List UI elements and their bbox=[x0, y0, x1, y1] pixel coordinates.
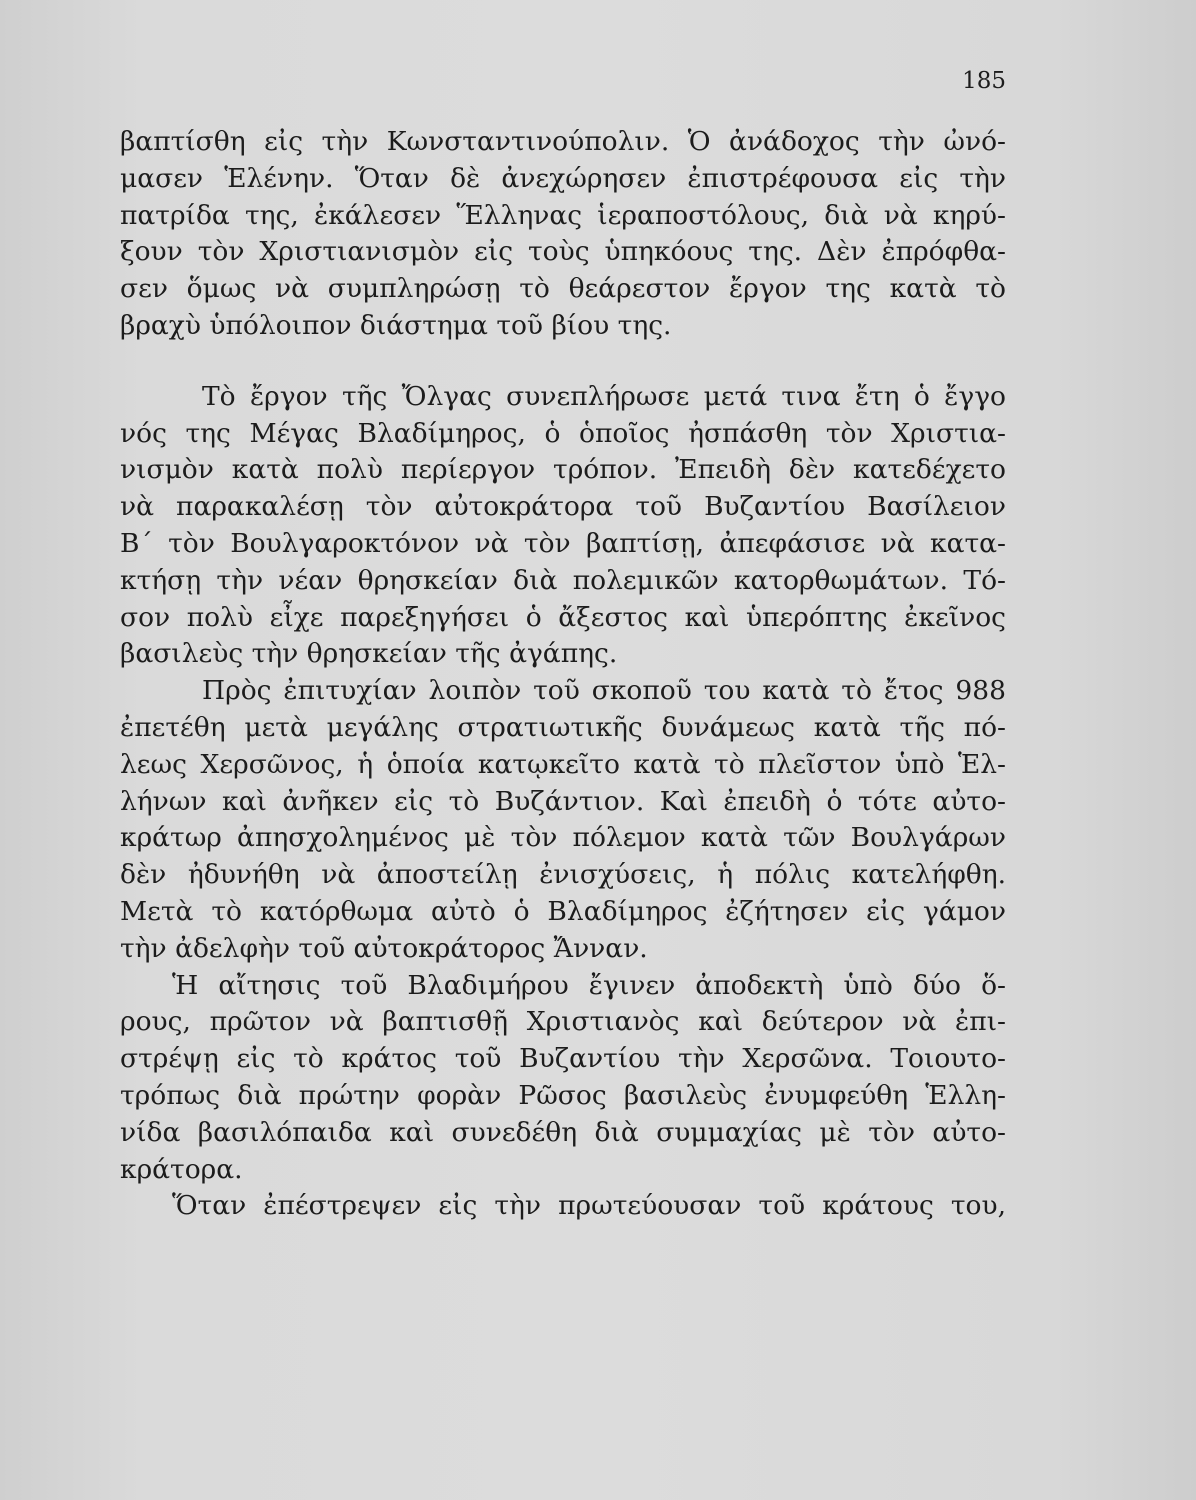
text-line: στρέψῃ εἰς τὸ κράτος τοῦ Βυζαντίου τὴν Χερσῶνα. Τοιουτο- bbox=[120, 1043, 1006, 1075]
text-line: κράτορα. bbox=[120, 1153, 243, 1185]
text-line: δὲν ἠδυνήθη νὰ ἀποστείλῃ ἐνισχύσεις, ἡ πόλις κατελήφθη. bbox=[120, 859, 1006, 891]
paragraph-3 bbox=[120, 673, 1006, 967]
text-line: νίδα βασιλόπαιδα καὶ συνεδέθη διὰ συμμαχίας μὲ τὸν αὐτο- bbox=[120, 1116, 1006, 1148]
text-line: ρους, πρῶτον νὰ βαπτισθῇ Χριστιανὸς καὶ δεύτερον νὰ ἐπι- bbox=[120, 1006, 1006, 1038]
text-line: λήνων καὶ ἀνῆκεν εἰς τὸ Βυζάντιον. Καὶ ἐπειδὴ ὁ τότε αὐτο- bbox=[120, 785, 1006, 817]
text-line: ξουν τὸν Χριστιανισμὸν εἰς τοὺς ὑπηκόους της. Δὲν ἐπρόφθα- bbox=[120, 236, 1006, 268]
text-line: ἐπετέθη μετὰ μεγάλης στρατιωτικῆς δυνάμεως κατὰ τῆς πό- bbox=[120, 711, 1006, 743]
text-line: κτήσῃ τὴν νέαν θρησκείαν διὰ πολεμικῶν κατορθωμάτων. Τό- bbox=[120, 564, 1006, 596]
paragraph-gap bbox=[120, 345, 1006, 379]
text-line: νὰ παρακαλέσῃ τὸν αὐτοκράτορα τοῦ Βυζαντίου Βασίλειον bbox=[120, 491, 1006, 523]
text-line: βασιλεὺς τὴν θρησκείαν τῆς ἀγάπης. bbox=[120, 638, 618, 670]
text-line: βαπτίσθη εἰς τὴν Κωνσταντινούπολιν. Ὁ ἀνάδοχος τὴν ὠνό- bbox=[120, 126, 1006, 157]
text-line: τρόπως διὰ πρώτην φορὰν Ρῶσος βασιλεὺς ἐνυμφεύθη Ἑλλη- bbox=[120, 1079, 1006, 1111]
text-line: Τὸ ἔργον τῆς Ὄλγας συνεπλήρωσε μετά τινα ἔτη ὁ ἔγγο bbox=[202, 380, 1006, 412]
paragraph-2 bbox=[120, 379, 1006, 673]
body-text bbox=[120, 124, 1006, 1225]
text-line: Πρὸς ἐπιτυχίαν λοιπὸν τοῦ σκοποῦ του κατὰ τὸ ἔτος 988 bbox=[202, 675, 1006, 707]
text-line: Β΄ τὸν Βουλγαροκτόνον νὰ τὸν βαπτίσῃ, ἀπεφάσισε νὰ κατα- bbox=[120, 527, 1006, 559]
text-line: νισμὸν κατὰ πολὺ περίεργον τρόπον. Ἐπειδὴ δὲν κατεδέχετο bbox=[120, 454, 1006, 486]
paragraph-4 bbox=[120, 968, 1006, 1189]
text-line: τὴν ἀδελφὴν τοῦ αὐτοκράτορος Ἄνναν. bbox=[120, 932, 648, 964]
text-line: κράτωρ ἀπησχολημένος μὲ τὸν πόλεμον κατὰ τῶν Βουλγάρων bbox=[120, 822, 1006, 854]
text-line: Ὅταν ἐπέστρεψεν εἰς τὴν πρωτεύουσαν τοῦ κράτους του, bbox=[172, 1190, 1006, 1222]
paragraph-1 bbox=[120, 124, 1006, 345]
paragraph-5 bbox=[120, 1188, 1006, 1225]
text-line: σεν ὅμως νὰ συμπληρώσῃ τὸ θεάρεστον ἔργον της κατὰ τὸ bbox=[120, 273, 1006, 305]
text-line: Ἡ αἴτησις τοῦ Βλαδιμήρου ἔγινεν ἀποδεκτὴ ὑπὸ δύο ὅ- bbox=[172, 969, 1006, 1001]
page-number: 185 bbox=[962, 68, 1006, 94]
text-line: νός της Μέγας Βλαδίμηρος, ὁ ὁποῖος ἠσπάσθη τὸν Χριστια- bbox=[120, 417, 1006, 449]
text-line: βραχὺ ὑπόλοιπον διάστημα τοῦ βίου της. bbox=[120, 309, 672, 341]
text-line: πατρίδα της, ἐκάλεσεν Ἕλληνας ἱεραποστόλους, διὰ νὰ κηρύ- bbox=[120, 199, 1006, 231]
text-line: Μετὰ τὸ κατόρθωμα αὐτὸ ὁ Βλαδίμηρος ἐζήτησεν εἰς γάμον bbox=[120, 895, 1006, 927]
text-line: μασεν Ἑλένην. Ὅταν δὲ ἀνεχώρησεν ἐπιστρέφουσα εἰς τὴν bbox=[120, 162, 1006, 194]
text-line: λεως Χερσῶνος, ἡ ὁποία κατῳκεῖτο κατὰ τὸ πλεῖστον ὑπὸ Ἑλ- bbox=[120, 748, 1006, 780]
text-line: σον πολὺ εἶχε παρεξηγήσει ὁ ἄξεστος καὶ ὑπερόπτης ἐκεῖνος bbox=[120, 601, 1006, 633]
